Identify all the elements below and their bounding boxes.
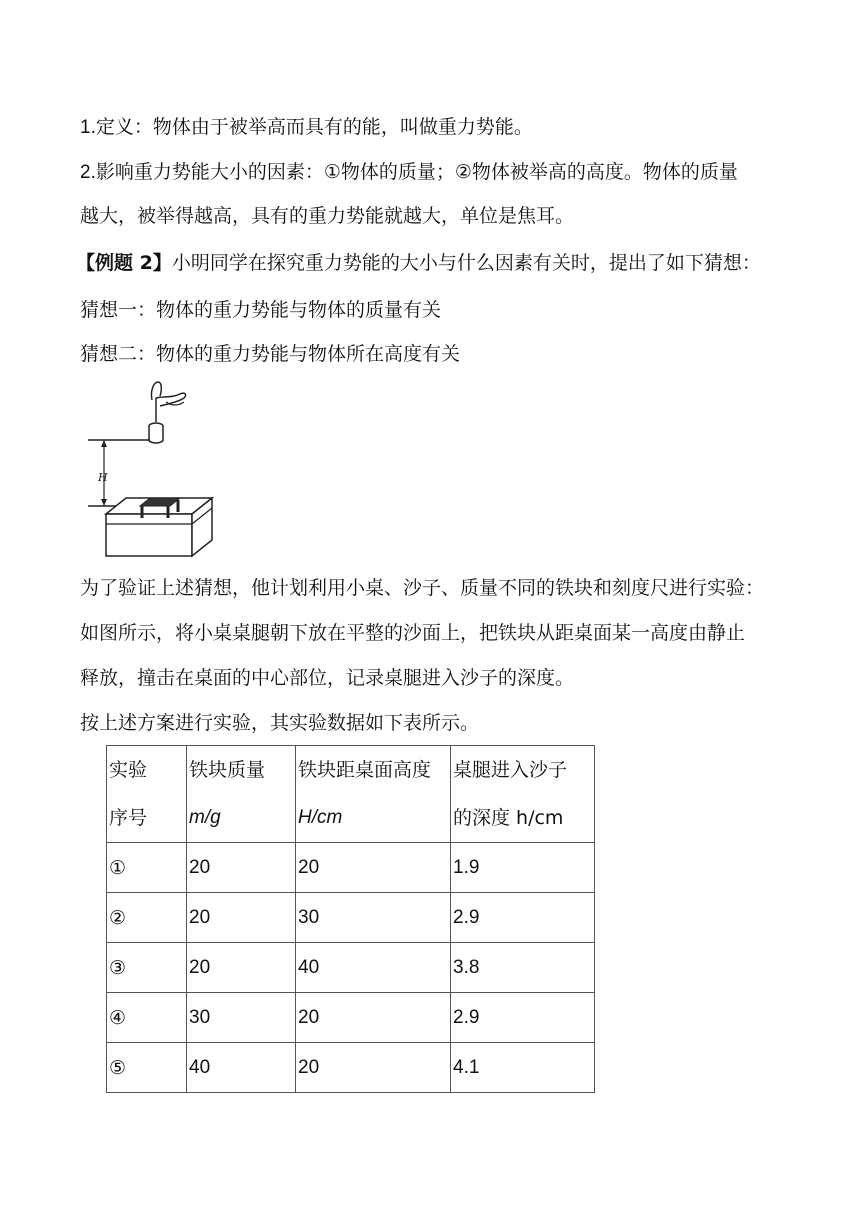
table-header-row bbox=[107, 746, 595, 843]
table-row bbox=[107, 943, 595, 993]
height-label: H bbox=[98, 471, 108, 484]
table-cell: 2.9 bbox=[451, 893, 595, 943]
table-cell: 20 bbox=[296, 843, 451, 893]
table-cell: 20 bbox=[187, 843, 296, 893]
paragraph-line-1: 为了验证上述猜想，他计划利用小桌、沙子、质量不同的铁块和刻度尺进行实验： bbox=[80, 577, 765, 599]
table-cell: 20 bbox=[187, 943, 296, 993]
guess-one: 猜想一：物体的重力势能与物体的质量有关 bbox=[80, 299, 442, 321]
table-cell: 40 bbox=[187, 1043, 296, 1093]
header-cell: 实验 序号 bbox=[107, 746, 187, 843]
example-intro: 小明同学在探究重力势能的大小与什么因素有关时，提出了如下猜想： bbox=[171, 252, 761, 274]
table-cell: 30 bbox=[296, 893, 451, 943]
table-row bbox=[107, 993, 595, 1043]
header-cell: 桌腿进入沙子 的深度 h/cm bbox=[451, 746, 595, 843]
example-heading-line bbox=[76, 250, 761, 276]
header-cell: 铁块质量 m/g bbox=[187, 746, 296, 843]
paragraph-line-3: 释放，撞击在桌面的中心部位，记录桌腿进入沙子的深度。 bbox=[80, 667, 575, 689]
table-cell: ② bbox=[107, 893, 187, 943]
table-cell: 20 bbox=[187, 893, 296, 943]
table-cell: 2.9 bbox=[451, 993, 595, 1043]
table-intro: 按上述方案进行实验，其实验数据如下表所示。 bbox=[80, 712, 480, 734]
example-label: 【例题 2】 bbox=[76, 252, 172, 274]
table-cell: ④ bbox=[107, 993, 187, 1043]
guess-two: 猜想二：物体的重力势能与物体所在高度有关 bbox=[80, 343, 461, 365]
paragraph-line-2: 如图所示，将小桌桌腿朝下放在平整的沙面上，把铁块从距桌面某一高度由静止 bbox=[80, 622, 746, 644]
experiment-figure bbox=[80, 376, 230, 561]
factors-number: 2. bbox=[80, 162, 96, 183]
table-cell: ⑤ bbox=[107, 1043, 187, 1093]
definition-text: 定义：物体由于被举高而具有的能，叫做重力势能。 bbox=[95, 116, 533, 138]
data-table bbox=[106, 745, 595, 1093]
table-cell: 3.8 bbox=[451, 943, 595, 993]
table-row bbox=[107, 1043, 595, 1093]
factors-line-1 bbox=[80, 159, 738, 186]
table-cell: 30 bbox=[187, 993, 296, 1043]
table-cell: ① bbox=[107, 843, 187, 893]
table-cell: 40 bbox=[296, 943, 451, 993]
table-cell: 4.1 bbox=[451, 1043, 595, 1093]
definition-line bbox=[80, 114, 533, 141]
factors-text-1: 影响重力势能大小的因素：①物体的质量；②物体被举高的高度。物体的质量 bbox=[95, 161, 738, 183]
sand-box-front bbox=[106, 514, 192, 556]
table-cell: 20 bbox=[296, 1043, 451, 1093]
table-cell: 20 bbox=[296, 993, 451, 1043]
factors-line-2: 越大，被举得越高，具有的重力势能就越大，单位是焦耳。 bbox=[80, 205, 575, 227]
table-cell: 1.9 bbox=[451, 843, 595, 893]
header-cell: 铁块距桌面高度 H/cm bbox=[296, 746, 451, 843]
table-row bbox=[107, 893, 595, 943]
table-row bbox=[107, 843, 595, 893]
definition-number: 1. bbox=[80, 117, 96, 138]
iron-block-icon bbox=[149, 426, 163, 443]
table-cell: ③ bbox=[107, 943, 187, 993]
